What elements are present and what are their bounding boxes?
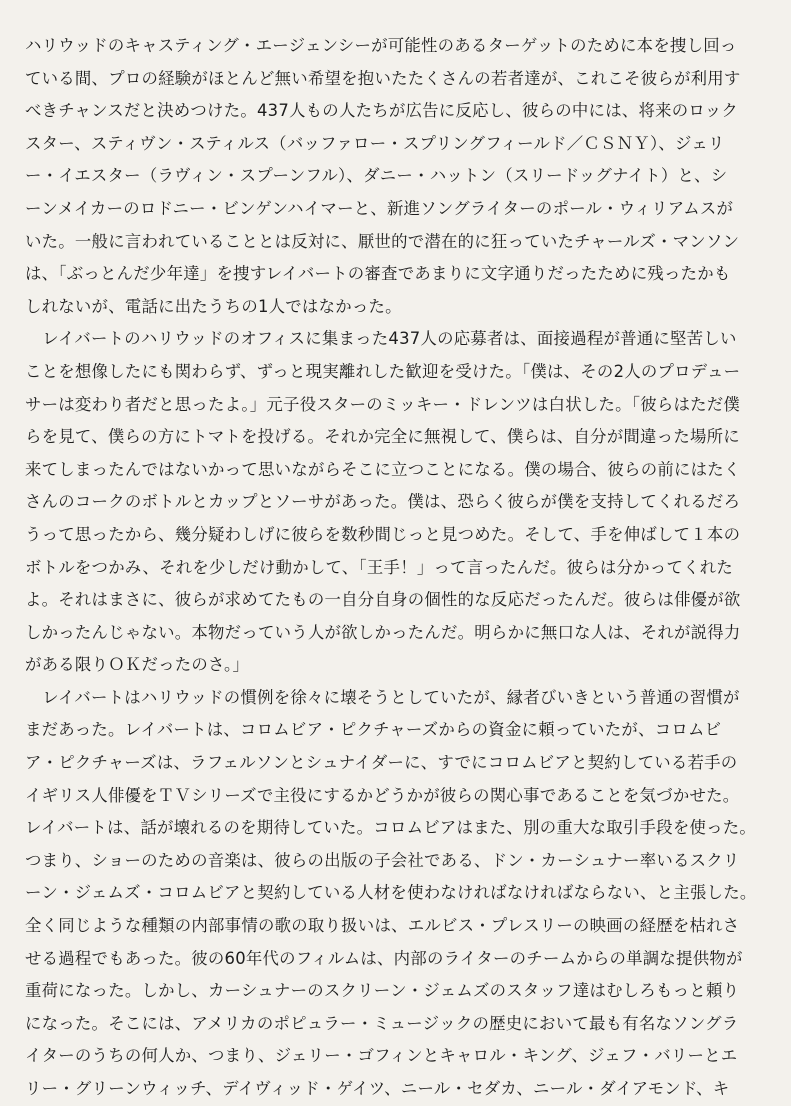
text-line: よ。それはまさに、彼らが求めてたもの一自分自身の個性的な反応だったんだ。彼らは俳優が欲 [25,590,741,610]
text-line: サーは変わり者だと思ったよ。」元子役スターのミッキー・ドレンツは白状した。「彼らはただ僕 [25,394,741,414]
text-line: 来てしまったんではないかって思いながらそこに立つことになる。僕の場合、彼らの前にはたく [25,459,741,479]
text-line: ことを想像したにも関わらず、ずっと現実離れした歓迎を受けた。「僕は、その2人のプロデュー [25,361,741,381]
text-line: ー・イエスター（ラヴィン・スプーンフル）、ダニー・ハットン（スリードッグナイト）と、シ [25,166,728,186]
text-line: ーンメイカーのロドニー・ビンゲンハイマーと、新進ソングライターのポール・ウィリアムスが [25,198,734,218]
text-line: ア・ピクチャーズは、ラフェルソンとシュナイダーに、すでにコロムビアと契約している若手の [25,753,738,773]
text-line: 全く同じような種類の内部事情の歌の取り扱いは、エルビス・プレスリーの映画の経歴を枯れさ [25,916,740,936]
text-line: まだあった。レイバートは、コロムビア・ピクチャーズからの資金に頼っていたが、コロムビ [25,720,722,740]
text-line: しかったんじゃない。本物だっていう人が欲しかったんだ。明らかに無口な人は、それが説得力 [25,622,741,642]
text-line: イターのうちの何人か、つまり、ジェリー・ゴフィンとキャロル・キング、ジェフ・バリーとエ [25,1046,738,1066]
text-line: うって思ったから、幾分疑わしげに彼らを数秒間じっと見つめた。そして、手を伸ばして１本の [25,524,741,544]
text-line: らを見て、僕らの方にトマトを投げる。それか完全に無視して、僕らは、自分が間違った場所に [25,427,740,447]
text-line: ている間、プロの経験がほとんど無い希望を抱いたたくさんの若者達が、これこそ彼らが利用す [25,68,741,88]
text-line: 重荷になった。しかし、カーシュナーのスクリーン・ジェムズのスタッフ達はむしろもっと頼り [25,981,740,1001]
paragraph-2 [25,323,767,682]
text-line: ーン・ジェムズ・コロムビアと契約している人材を使わなければなければならない、と主張した。 [25,883,757,903]
text-line: べきチャンスだと決めつけた。437人もの人たちが広告に反応し、彼らの中には、将来のロック [25,101,738,121]
paragraph-3 [25,682,767,1106]
text-line: は、「ぶっとんだ少年達」を捜すレイバートの審査であまりに文字通りだったために残ったかも [25,264,731,284]
text-line: しれないが、電話に出たうちの1人ではなかった。 [25,296,402,316]
text-line: いた。一般に言われていることとは反対に、厭世的で潜在的に狂っていたチャールズ・マンソン [25,231,740,251]
text-line: せる過程でもあった。彼の60年代のフィルムは、内部のライターのチームからの単調な提供物が [25,948,743,968]
text-line: レイバートはハリウッドの慣例を徐々に壊そうとしていたが、縁者びいきという普通の習慣が [42,687,740,707]
text-line: レイバートのハリウッドのオフィスに集まった437人の応募者は、面接過程が普通に堅苦しい [42,329,737,349]
text-line: つまり、ショーのための音楽は、彼らの出版の子会社である、ドン・カーシュナー率いるスクリ [25,850,740,870]
text-line: レイバートは、話が壊れるのを期待していた。コロムビアはまた、別の重大な取引手段を使った。 [25,818,757,838]
text-line: になった。そこには、アメリカのポピュラー・ミュージックの歴史において最も有名なソングラ [25,1013,739,1033]
text-line: リー・グリーンウィッチ、デイヴィッド・ゲイツ、ニール・セダカ、ニール・ダイアモンド、キ [25,1079,730,1098]
text-line: イギリス人俳優をＴＶシリーズで主役にするかどうかが彼らの関心事であることを気づかせた。 [25,785,740,805]
text-line: がある限りＯＫだったのさ。」 [25,655,250,675]
text-line: スター、スティヴン・スティルス（バッファロー・スプリングフィールド／ＣＳＮＹ）、ジェリ [25,133,725,153]
text-line: ボトルをつかみ、それを少しだけ動かして、「王手！」って言ったんだ。彼らは分かってくれた [25,557,734,577]
paragraph-1 [25,30,767,323]
text-line: さんのコークのボトルとカップとソーサがあった。僕は、恐らく彼らが僕を支持してくれるだろ [25,492,741,512]
text-line: ハリウッドのキャスティング・エージェンシーが可能性のあるターゲットのために本を捜し回っ [25,36,737,55]
